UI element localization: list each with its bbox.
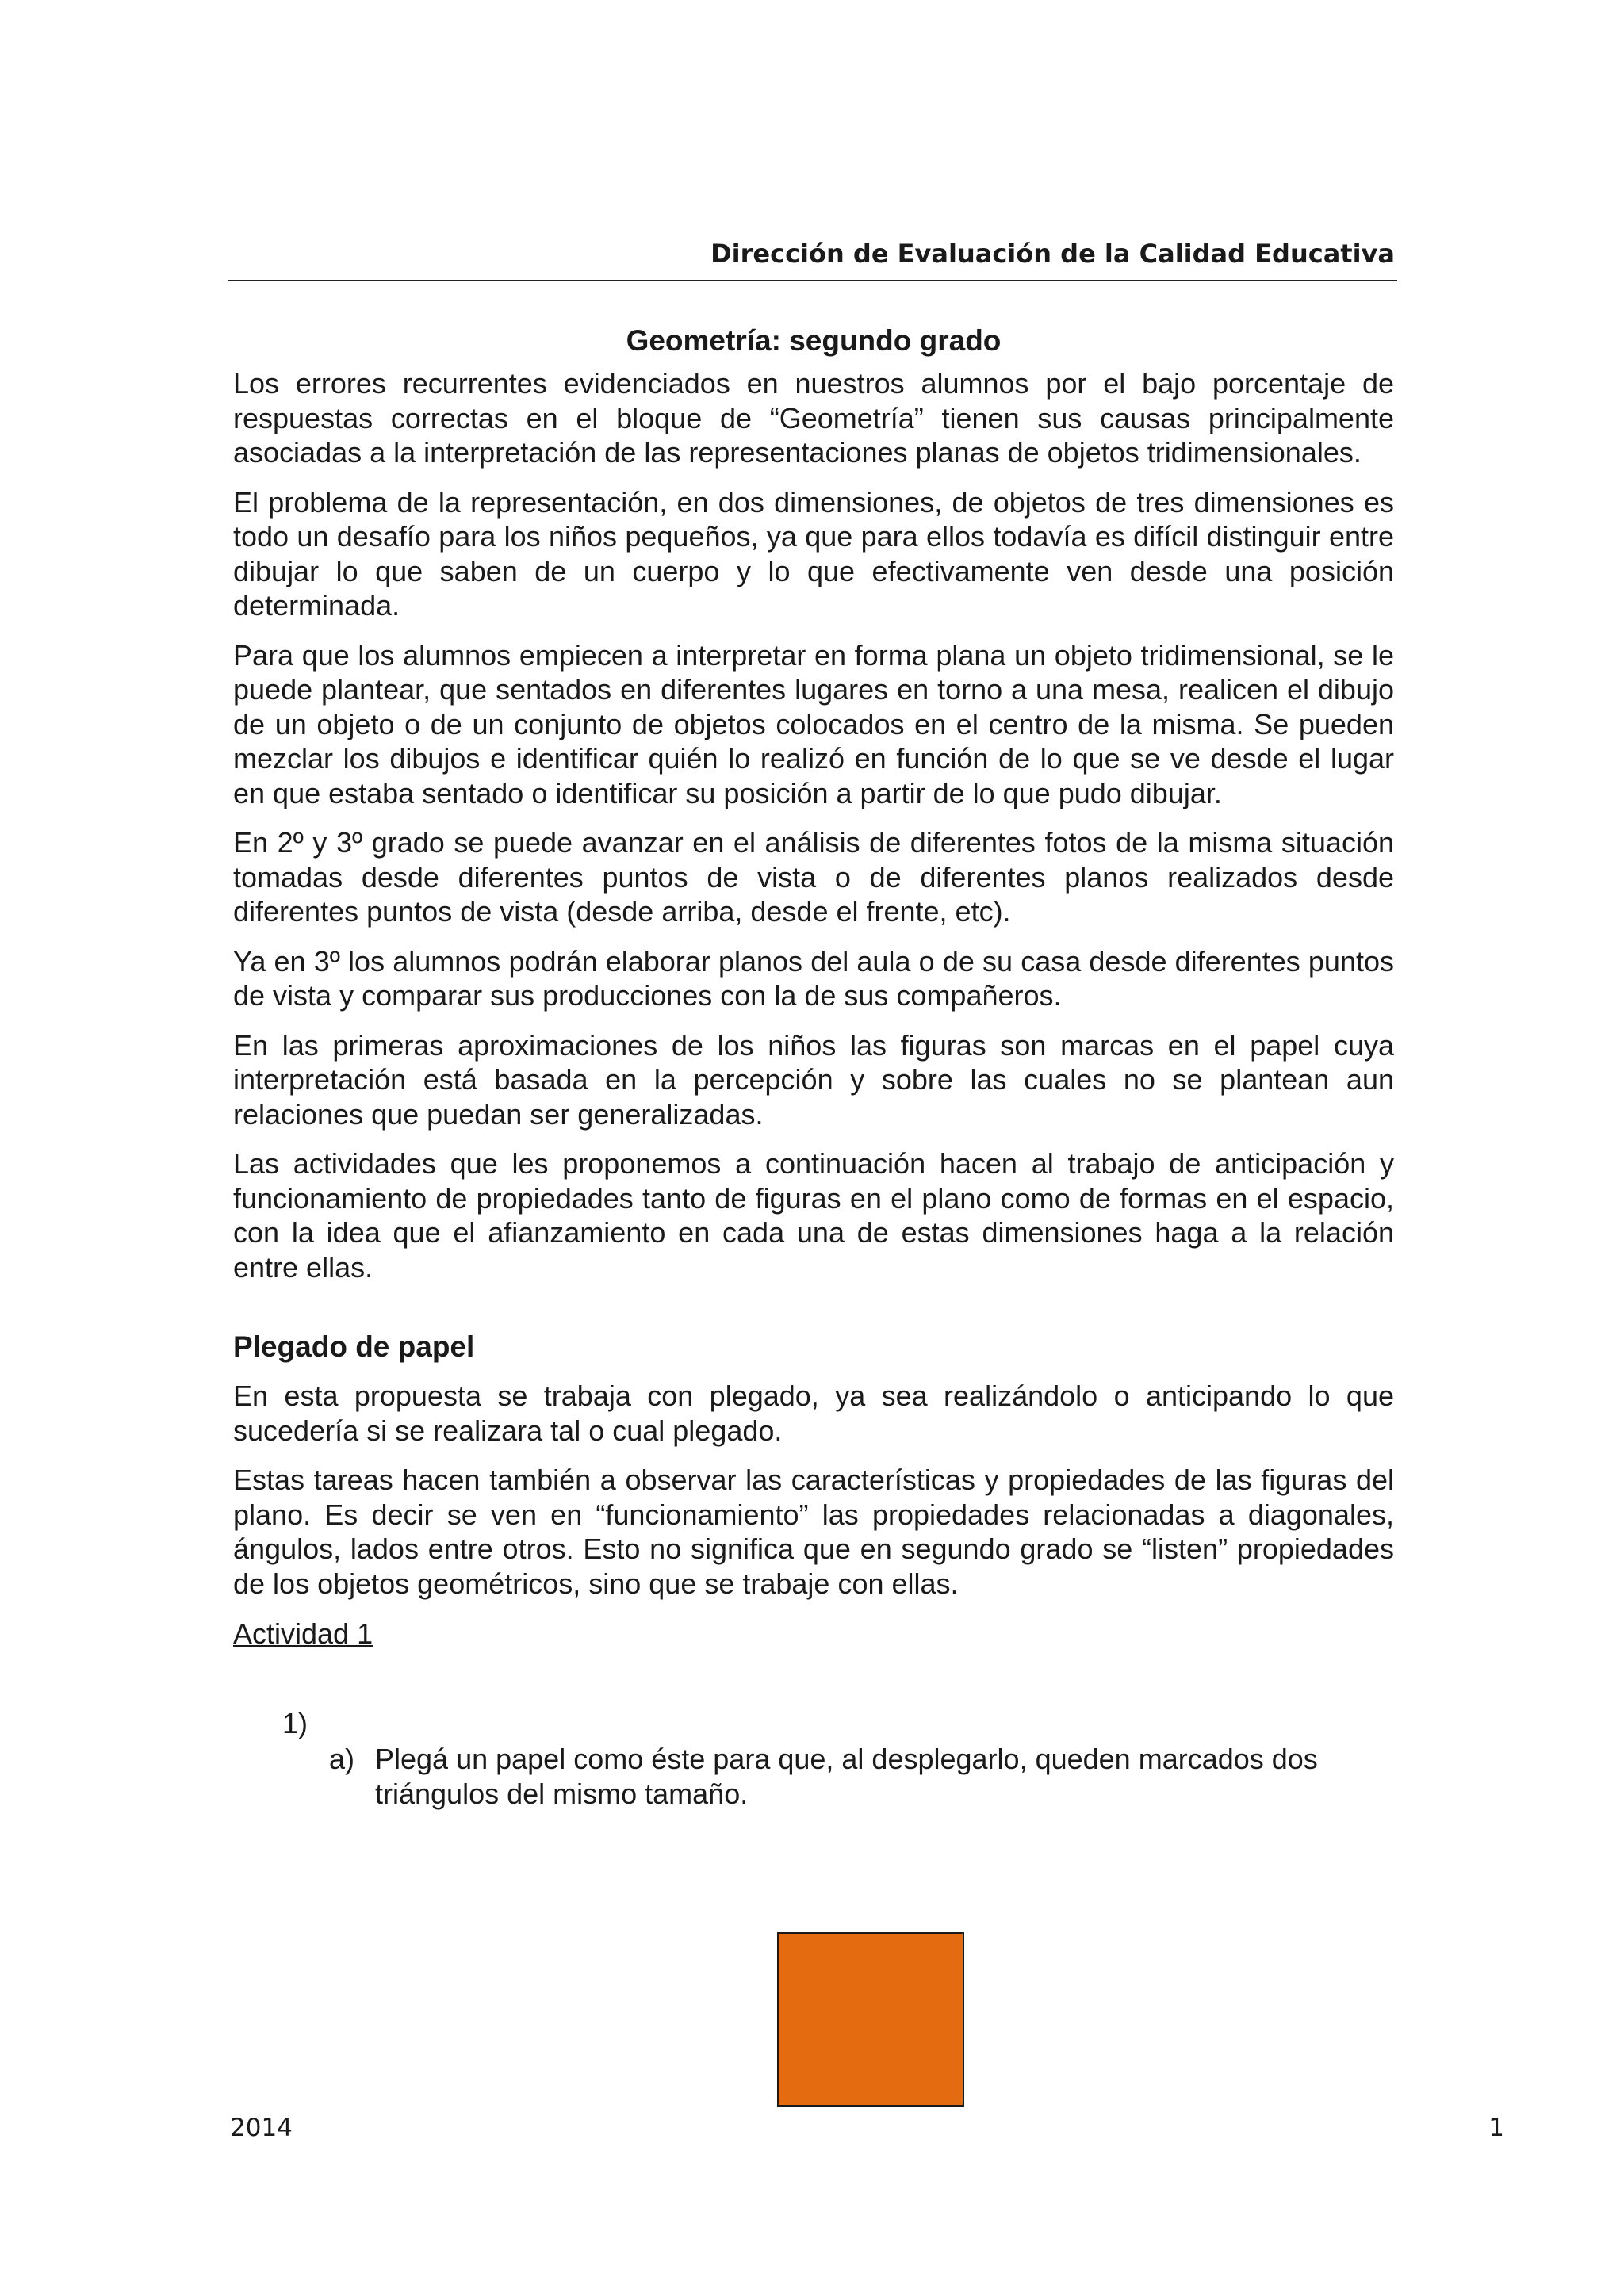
footer-page-number: 1 [1488, 2114, 1504, 2142]
activity-label: Actividad 1 [233, 1617, 373, 1650]
page-title: Geometría: segundo grado [626, 324, 1002, 357]
sub-item-letter: a) [329, 1743, 355, 1775]
intro-paragraph: En 2º y 3º grado se puede avanzar en el análisis de diferentes fotos de la misma situación tomadas desde diferentes puntos de vista o de diferentes planos realizados desde diferentes puntos de vista (desde arriba, desde el frente, etc). [233, 826, 1394, 928]
header-divider [228, 280, 1397, 281]
section-heading: Plegado de papel [233, 1330, 475, 1363]
intro-paragraph: Ya en 3º los alumnos podrán elaborar planos del aula o de su casa desde diferentes puntos de vista y comparar sus producciones con la de sus compañeros. [233, 944, 1394, 1012]
section-paragraph: En esta propuesta se trabaja con plegado, ya sea realizándolo o anticipando lo que sucedería si se realizara tal o cual plegado. [233, 1380, 1394, 1447]
footer-year: 2014 [230, 2114, 293, 2142]
intro-paragraph: Las actividades que les proponemos a continuación hacen al trabajo de anticipación y funcionamiento de propiedades tanto de figuras en el plano como de formas en el espacio, con la idea que el afianzamiento en cada una de estas dimensiones haga a la relación entre ellas. [233, 1147, 1394, 1284]
intro-paragraph: Para que los alumnos empiecen a interpretar en forma plana un objeto tridimensional, se le puede plantear, que sentados en diferentes lugares en torno a una mesa, realicen el dibujo de un objeto o de un conjunto de objetos colocados en el centro de la misma. Se pueden mezclar los dibujos e identificar quién lo realizó en función de lo que se ve desde el lugar en que estaba sentado o identificar su posición a partir de lo que pudo dibujar. [233, 638, 1394, 809]
sub-item [329, 1742, 1394, 1812]
section-paragraph: Estas tareas hacen también a observar las características y propiedades de las figuras del plano. Es decir se ven en “funcionamiento” las propiedades relacionadas a diagonales, ángulos, lados entre otros. Esto no significa que en segundo grado se “listen” propiedades de los objetos geométricos, sino que se trabaje con ellas. [233, 1464, 1394, 1600]
intro-paragraph: Los errores recurrentes evidenciados en nuestros alumnos por el bajo porcentaje de respuestas correctas en el bloque de “Geometría” tienen sus causas principalmente asociadas a la interpretación de las representaciones planas de objetos tridimensionales. [233, 367, 1394, 469]
intro-paragraph: En las primeras aproximaciones de los niños las figuras son marcas en el papel cuya interpretación está basada en la percepción y sobre las cuales no se plantean aun relaciones que puedan ser generalizadas. [233, 1028, 1394, 1131]
orange-paper-square [777, 1932, 964, 2107]
header-institution: Dirección de Evaluación de la Calidad Educativa [710, 239, 1395, 269]
intro-paragraph: El problema de la representación, en dos dimensiones, de objetos de tres dimensiones es todo un desafío para los niños pequeños, ya que para ellos todavía es difícil distinguir entre dibujar lo que saben de un cuerpo y lo que efectivamente ven desde una posición determinada. [233, 485, 1394, 622]
item-number: 1) [282, 1707, 308, 1739]
page-content [233, 320, 1394, 1812]
sub-item-text: Plegá un papel como éste para que, al desplegarlo, queden marcados dos triángulos del mismo tamaño. [375, 1743, 1318, 1810]
